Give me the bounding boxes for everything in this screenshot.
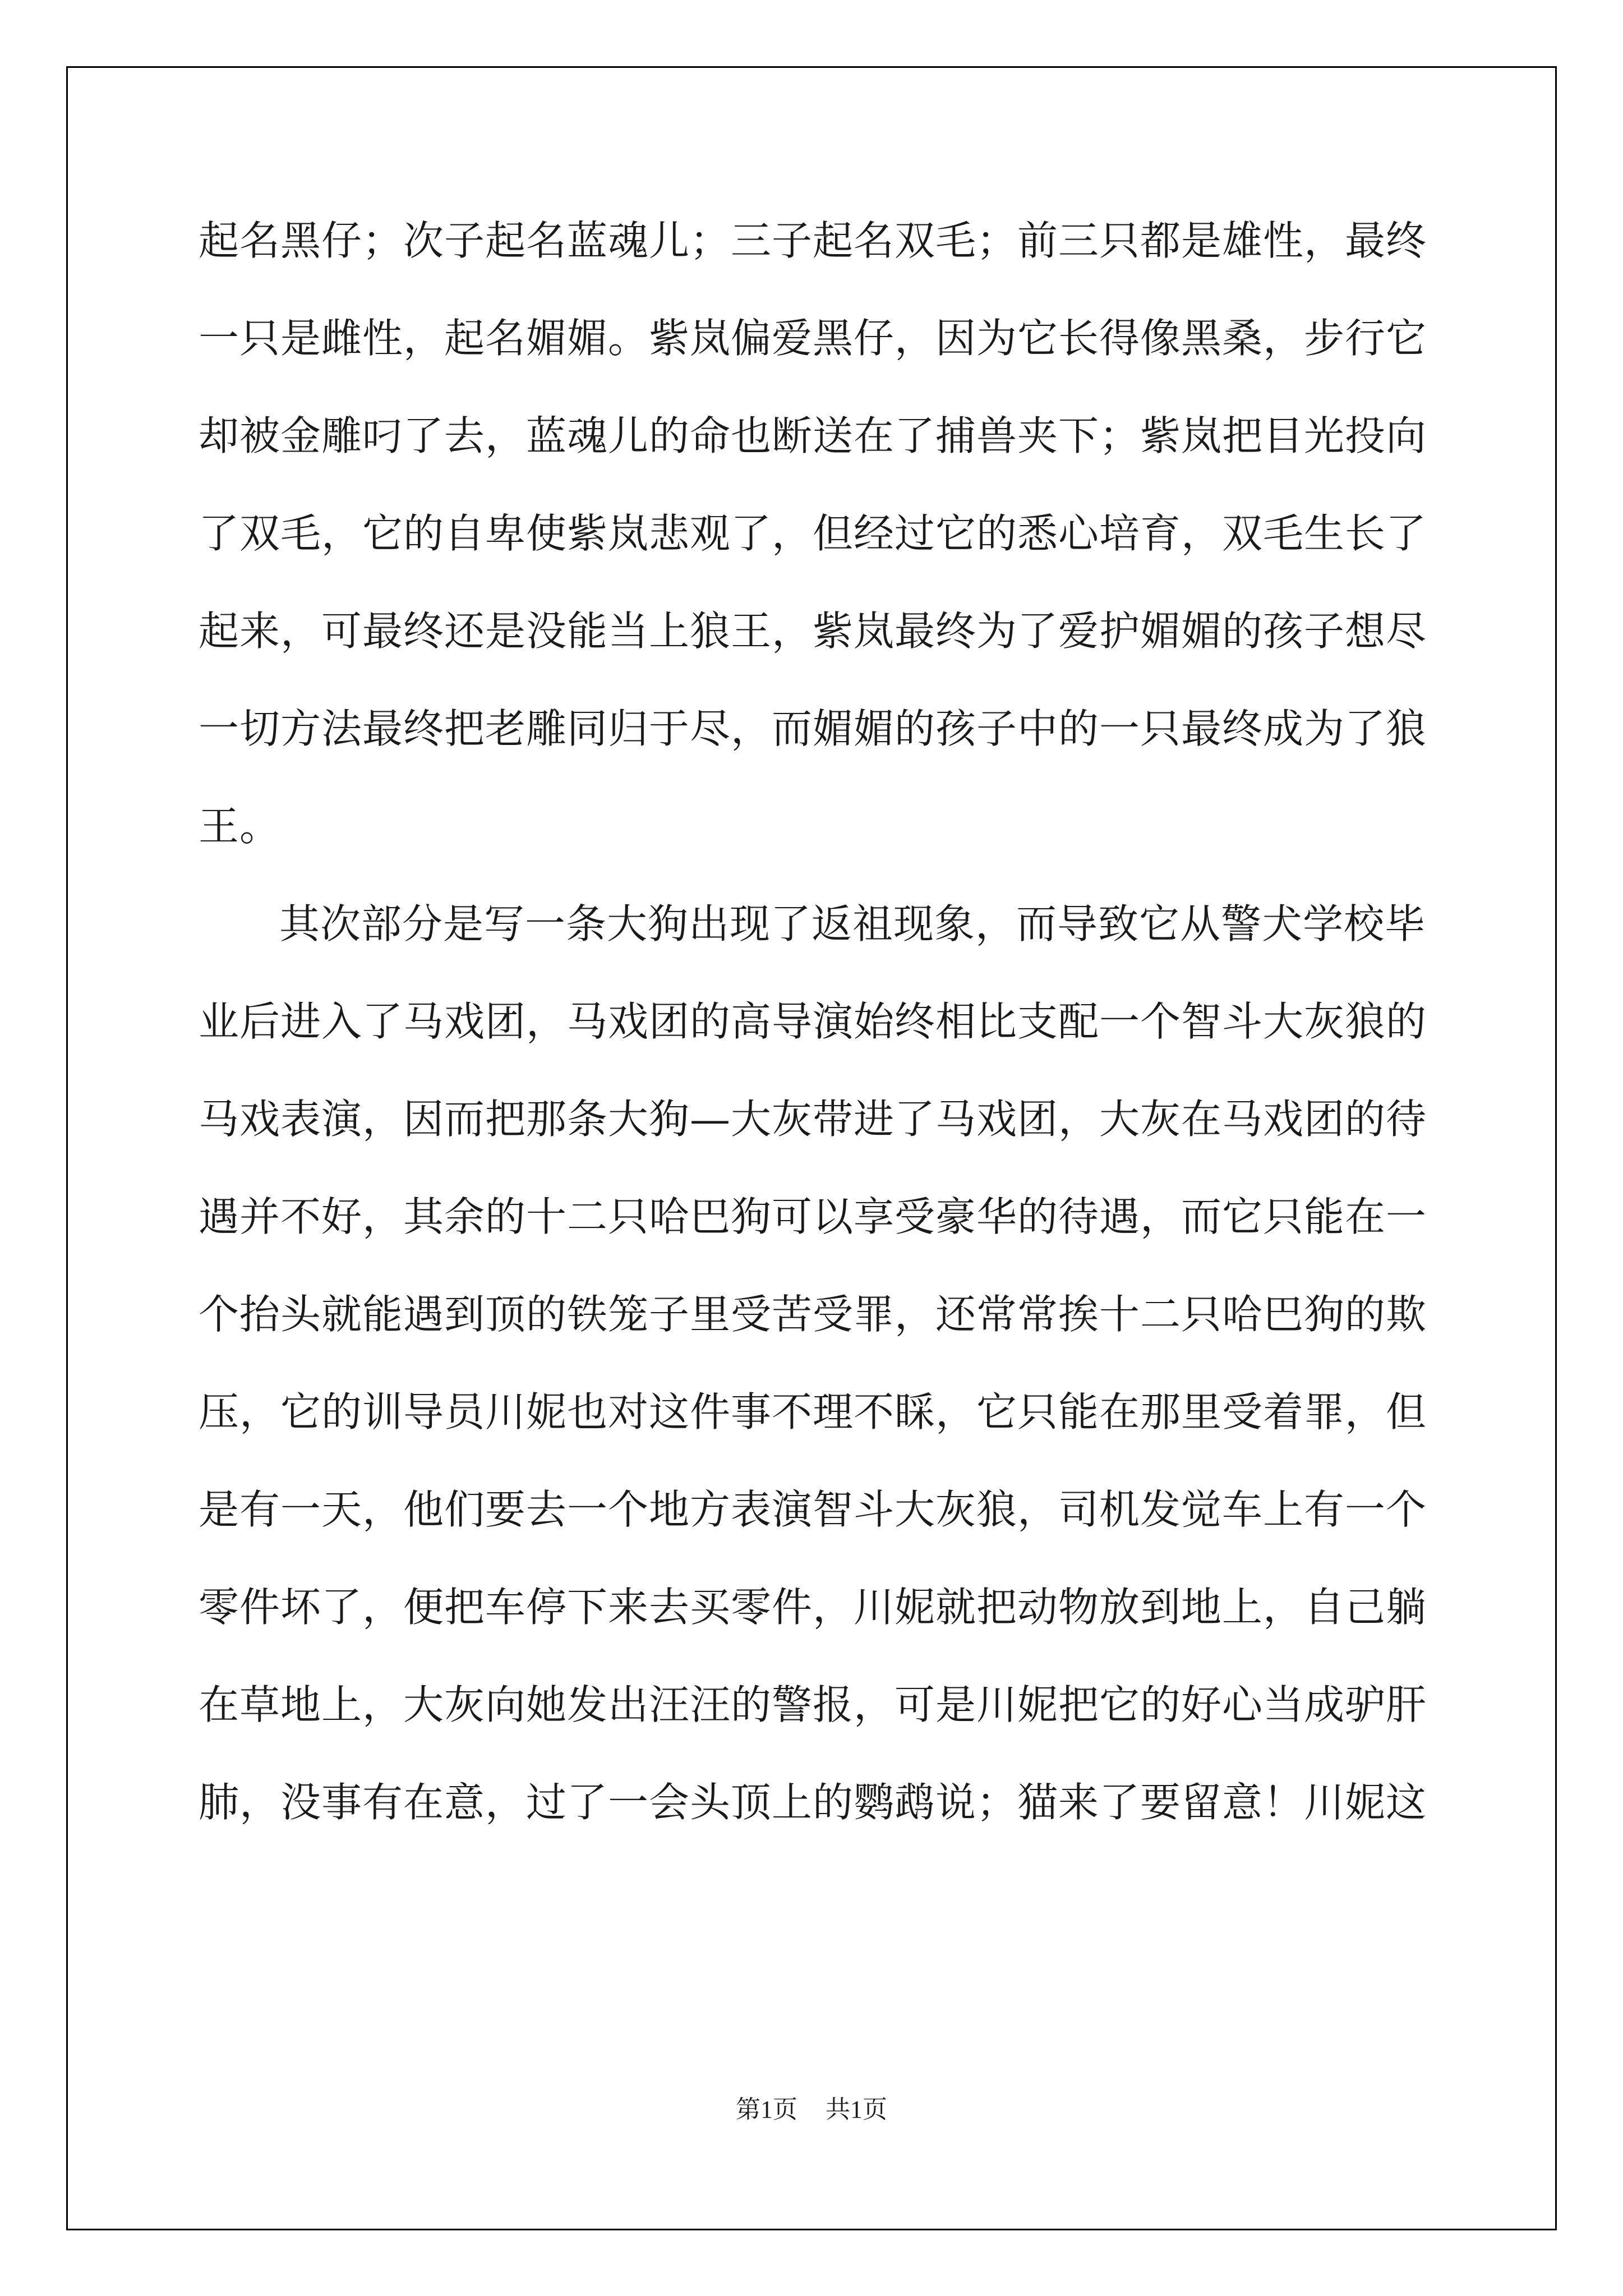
text-line: 马戏表演，因而把那条大狗—大灰带进了马戏团，大灰在马戏团的待 [199,1096,1427,1143]
text-line: 是有一天，他们要去一个地方表演智斗大灰狼，司机发觉车上有一个 [199,1486,1427,1533]
page-footer [0,2089,1623,2125]
text-line: 零件坏了，便把车停下来去买零件，川妮就把动物放到地上，自己躺 [199,1584,1427,1631]
text-line: 起来，可最终还是没能当上狼王，紫岚最终为了爱护媚媚的孩子想尽 [199,608,1427,655]
text-line: 遇并不好，其余的十二只哈巴狗可以享受豪华的待遇，而它只能在一 [199,1193,1427,1240]
document-body [199,205,1426,1865]
text-line: 在草地上，大灰向她发出汪汪的警报，可是川妮把它的好心当成驴肝 [199,1681,1427,1728]
text-line: 业后进入了马戏团，马戏团的高导演始终相比支配一个智斗大灰狼的 [199,998,1427,1045]
paragraph-1 [199,205,1426,889]
page-number-total: 共1页 [826,2096,887,2123]
page-number-current: 第1页 [736,2096,797,2123]
text-line: 其次部分是写一条大狗出现了返祖现象，而导致它从警犬学校毕 [279,900,1426,947]
text-line: 一切方法最终把老雕同归于尽，而媚媚的孩子中的一只最终成为了狼 [199,705,1427,752]
text-line: 一只是雌性，起名媚媚。紫岚偏爱黑仔，因为它长得像黑桑，步行它 [199,315,1427,362]
text-line: 压，它的训导员川妮也对这件事不理不睬，它只能在那里受着罪，但 [199,1388,1427,1435]
text-line: 起名黑仔；次子起名蓝魂儿；三子起名双毛；前三只都是雄性，最终 [199,217,1427,264]
paragraph-2 [199,889,1426,1865]
text-line: 王。 [199,803,281,850]
text-line: 了双毛，它的自卑使紫岚悲观了，但经过它的悉心培育，双毛生长了 [199,510,1427,557]
text-line: 个抬头就能遇到顶的铁笼子里受苦受罪，还常常挨十二只哈巴狗的欺 [199,1291,1427,1338]
text-line: 却被金雕叼了去，蓝魂儿的命也断送在了捕兽夹下；紫岚把目光投向 [199,412,1427,459]
text-line: 肺，没事有在意，过了一会头顶上的鹦鹉说；猫来了要留意！川妮这 [199,1779,1427,1826]
